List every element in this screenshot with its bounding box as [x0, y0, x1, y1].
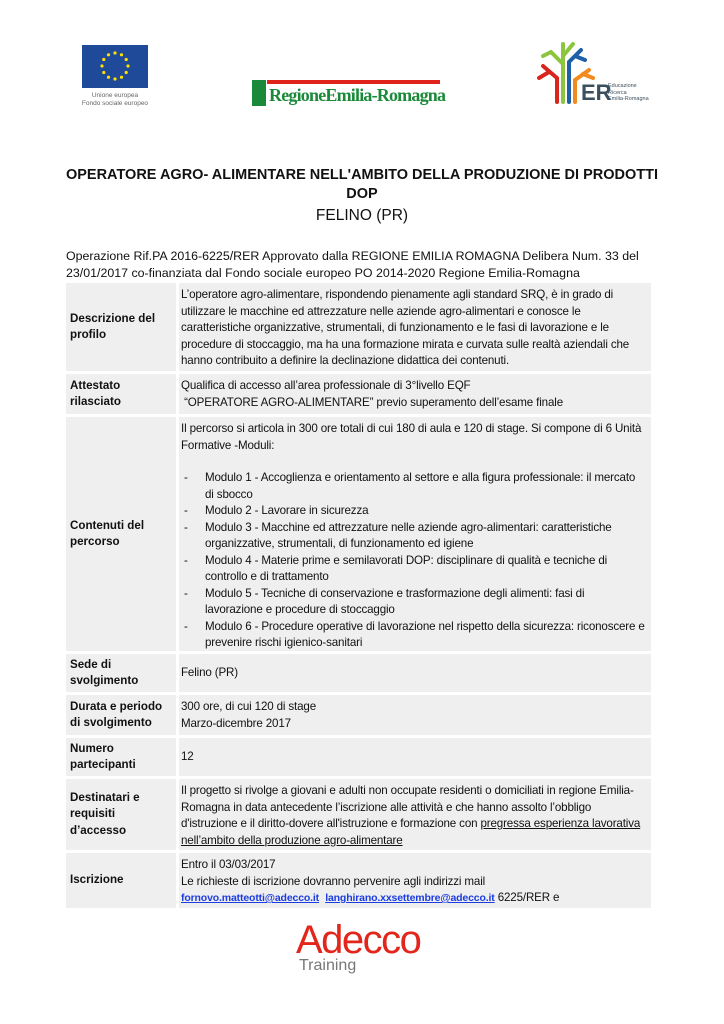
row-label: Sede di svolgimento	[66, 654, 176, 692]
row-value	[179, 853, 651, 908]
list-item	[181, 553, 645, 586]
email-line	[181, 890, 645, 907]
er-subtitle-line: Educazione	[608, 83, 637, 89]
table-row-destinatari	[66, 779, 651, 850]
dash-bullet: -	[184, 586, 188, 600]
row-label: Contenuti del percorso	[66, 417, 176, 651]
email-link-fornovo[interactable]: fornovo.matteotti@adecco.it	[181, 892, 320, 904]
list-item	[181, 470, 645, 503]
dash-bullet: -	[184, 553, 188, 567]
course-info-table	[66, 283, 651, 911]
table-row-numero	[66, 738, 651, 776]
table-row-contenuti	[66, 417, 651, 651]
er-subtitle-line: Emilia-Romagna	[608, 96, 649, 102]
eu-caption	[78, 92, 152, 108]
list-item	[181, 520, 645, 553]
value-line: Le richieste di iscrizione dovranno pervenire agli indirizzi mail	[181, 874, 486, 888]
eu-caption-line: Fondo sociale europeo	[81, 100, 149, 107]
course-location: FELINO (PR)	[315, 207, 409, 224]
course-title: OPERATORE AGRO- ALIMENTARE NELL'AMBITO DELLA PRODUZIONE DI PRODOTTI DOP	[65, 167, 659, 202]
er-logo	[533, 34, 653, 109]
module-text: Modulo 6 - Procedure operative di lavorazione nel rispetto della sicurezza: riconoscere e prevenire rischi igienico-sanitari	[205, 619, 645, 649]
value-line: 300 ore, di cui 120 di stage	[181, 700, 317, 713]
dash-bullet: -	[184, 504, 188, 517]
value-tail: 6225/RER e	[494, 891, 560, 904]
value-line: Qualifica di accesso all’area professionale di 3°livello EQF	[181, 379, 471, 392]
dash-bullet: -	[184, 619, 188, 633]
table-row-sede	[66, 654, 651, 692]
underlined-text: pregressa esperienza lavorativa nell’ambito della produzione agro-alimentare	[181, 817, 641, 847]
dash-bullet: -	[184, 471, 188, 484]
list-item	[181, 503, 645, 520]
table-row-descrizione	[66, 283, 651, 371]
value-line: Marzo-dicembre 2017	[181, 716, 291, 730]
table-row-iscrizione	[66, 853, 651, 908]
module-text: Modulo 5 - Tecniche di conservazione e trasformazione degli alimenti: fasi di lavorazione e procedure di stoccaggio	[205, 586, 585, 616]
er-subtitle-line: Ricerca	[608, 89, 627, 96]
row-label: Destinatari e requisiti d’accesso	[66, 779, 176, 850]
logo-red-bar	[267, 80, 440, 84]
eu-caption-line: Unione europea	[91, 92, 139, 99]
eu-flag-logo	[82, 45, 148, 88]
row-label: Descrizione del profilo	[66, 283, 176, 371]
row-value	[179, 695, 651, 735]
value-text: Il percorso si articola in 300 ore totali di cui 180 di aula e 120 di stage. Si compone di 6 Unità Formative -Moduli:	[181, 422, 642, 452]
row-label: Numero partecipanti	[66, 738, 176, 776]
regione-emilia-romagna-logo	[252, 80, 446, 108]
row-label: Durata e periodo di svolgimento	[66, 695, 176, 735]
logo-text: RegioneEmilia-Romagna	[269, 85, 446, 105]
adecco-wordmark: Adecco	[296, 918, 421, 962]
module-text: Modulo 1 - Accoglienza e orientamento al settore e alla figura professionale: il mercato di sbocco	[205, 471, 636, 501]
modules-list	[181, 470, 645, 652]
training-wordmark: Training	[299, 957, 357, 974]
list-item	[181, 619, 645, 652]
logo-green-flag	[252, 80, 266, 106]
row-value	[179, 417, 651, 651]
table-row-attestato	[66, 374, 651, 414]
er-subtitle	[608, 83, 649, 103]
row-value: L’operatore agro-alimentare, rispondendo pienamente agli standard SRQ, è in grado di utilizzare le macchine ed attrezzature nelle aziende agro-alimentari e conosce le caratteristiche organizzative, strumentali, di funzionamento e le fasi di lavorazione e le procedure di stoccaggio, ma ha una formazione mirata e curvata sulle realtà aziendali che hanno contribuito a definire la declinazione didattica dei contenuti.	[179, 283, 651, 371]
module-text: Modulo 2 - Lavorare in sicurezza	[205, 504, 369, 517]
row-label: Iscrizione	[66, 853, 176, 908]
table-row-durata	[66, 695, 651, 735]
adecco-training-logo	[296, 920, 436, 975]
module-text: Modulo 3 - Macchine ed attrezzature nelle aziende agro-alimentari: caratteristiche organizzative, strumentali, di funzionamento ed igiene	[205, 520, 612, 550]
row-label: Attestato rilasciato	[66, 374, 176, 414]
dash-bullet: -	[184, 520, 188, 534]
email-link-langhirano[interactable]: langhirano.xxsettembre@adecco.it	[325, 892, 495, 904]
value-text: Il progetto si rivolge a giovani e adulti non occupate residenti o domiciliati in regione Emilia-Romagna in data antecedente l’iscrizione alle attività e che hanno assolto l’obbligo d'istruzione e il diritto-dovere all'istruzione e formazione con	[181, 784, 634, 830]
value-line: “OPERATORE AGRO-ALIMENTARE” previo superamento dell’esame finale	[181, 395, 563, 409]
er-letters: ER	[581, 80, 612, 105]
row-value	[179, 779, 651, 850]
row-value: Felino (PR)	[179, 654, 651, 692]
list-item	[181, 586, 645, 619]
module-text: Modulo 4 - Materie prime e semilavorati DOP: disciplinare di qualità e tecniche di controllo e di trattamento	[205, 553, 608, 583]
row-value	[179, 374, 651, 414]
value-line: Entro il 03/03/2017	[181, 858, 276, 871]
operation-intro: Operazione Rif.PA 2016-6225/RER Approvato dalla REGIONE EMILIA ROMAGNA Delibera Num. 33 del 23/01/2017 co-finanziata dal Fondo sociale europeo PO 2014-2020 Regione Emilia-Romagna	[66, 249, 639, 280]
row-value: 12	[179, 738, 651, 776]
